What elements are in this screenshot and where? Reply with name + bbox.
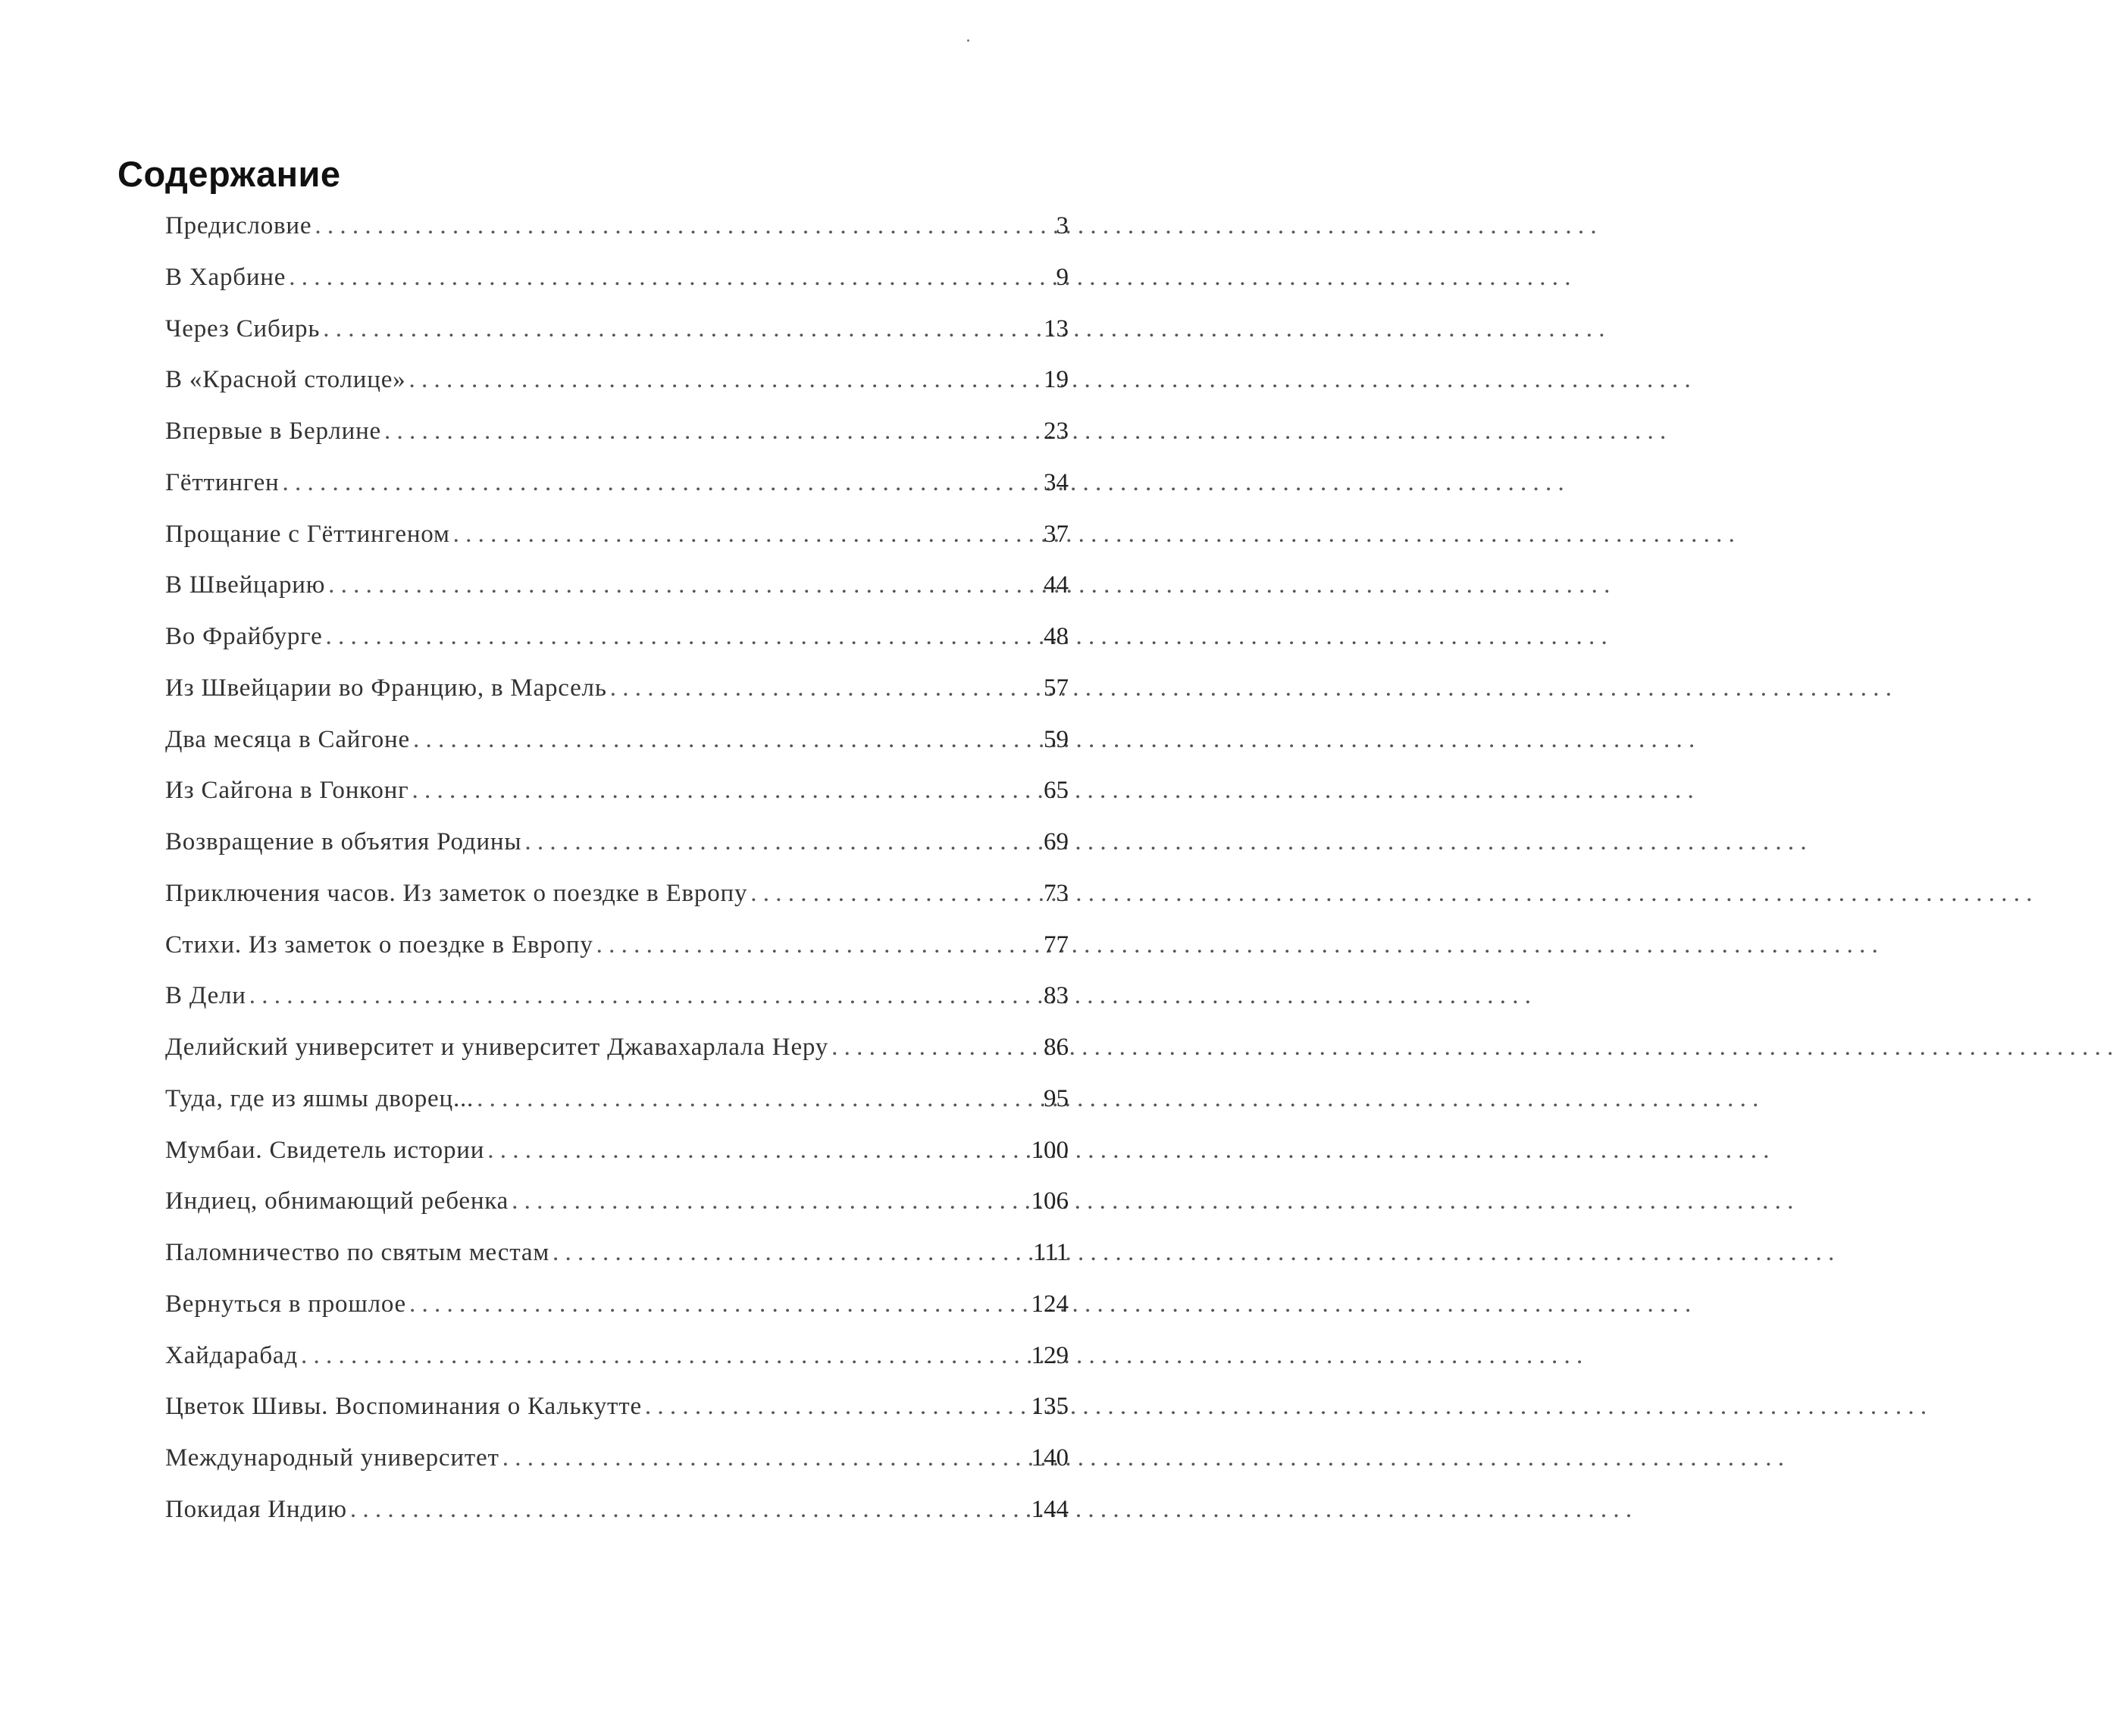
toc-entry-title: Международный университет	[165, 1444, 499, 1472]
toc-entry-title: Впервые в Берлине	[165, 418, 381, 445]
toc-dot-leader	[323, 315, 1039, 343]
toc-dot-leader	[384, 418, 1039, 446]
toc-page-number: 9	[1056, 263, 1069, 291]
toc-page-number: 124	[1031, 1290, 1069, 1318]
toc-page-number: 13	[1044, 314, 1069, 343]
toc-entry	[165, 623, 1069, 674]
toc-page-number: 106	[1031, 1187, 1069, 1215]
toc-page-number: 57	[1044, 674, 1069, 702]
toc-dot-leader	[326, 623, 1039, 651]
toc-entry	[165, 521, 1069, 572]
toc-page-number: 3	[1056, 212, 1069, 239]
toc-entry	[165, 1290, 1069, 1342]
toc-entry-title: Стихи. Из заметок о поездке в Европу	[165, 931, 593, 959]
toc-dot-leader	[283, 469, 1040, 497]
toc-page-number: 111	[1032, 1239, 1069, 1266]
toc-entry-title: Предисловие	[165, 212, 312, 239]
toc-page-number: 19	[1044, 366, 1069, 394]
toc-entry-title: Прощание с Гёттингеном	[165, 520, 450, 548]
toc-entry-title: Туда, где из яшмы дворец...	[165, 1084, 474, 1112]
toc-entry	[165, 1239, 1069, 1290]
toc-entry	[165, 1496, 1069, 1547]
toc-entry	[165, 982, 1069, 1034]
toc-dot-leader	[301, 1342, 1027, 1370]
toc-page-number: 144	[1031, 1495, 1069, 1523]
toc-dot-leader	[409, 1290, 1027, 1318]
toc-entry-title: Паломничество по святым местам	[165, 1239, 550, 1266]
toc-entry-title: Приключения часов. Из заметок о поездке в Европу	[165, 879, 748, 907]
toc-entry	[165, 1034, 1069, 1085]
toc-entry-title: Индиец, обнимающий ребенка	[165, 1187, 509, 1215]
toc-entry-title: Из Сайгона в Гонконг	[165, 777, 409, 805]
toc-dot-leader	[610, 674, 1039, 702]
toc-entry	[165, 1137, 1069, 1188]
table-of-contents	[165, 212, 1069, 1547]
toc-page-number: 73	[1044, 879, 1069, 907]
toc-dot-leader	[453, 521, 1039, 549]
toc-dot-leader	[645, 1393, 1027, 1421]
toc-page-number: 129	[1031, 1341, 1069, 1369]
toc-entry	[165, 1085, 1069, 1137]
toc-entry-title: Из Швейцарии во Францию, в Марсель	[165, 674, 607, 702]
toc-entry-title: Гёттинген	[165, 468, 280, 496]
toc-entry	[165, 315, 1069, 367]
toc-entry	[165, 777, 1069, 828]
toc-page-number: 37	[1044, 520, 1069, 548]
toc-entry-title: Покидая Индию	[165, 1495, 347, 1523]
toc-page-number: 83	[1044, 982, 1069, 1010]
toc-entry	[165, 212, 1069, 264]
toc-dot-leader	[289, 264, 1051, 292]
toc-entry-title: В Харбине	[165, 263, 286, 291]
toc-dot-leader	[328, 571, 1039, 599]
toc-dot-leader	[524, 828, 1039, 856]
toc-entry-title: Два месяца в Сайгоне	[165, 725, 410, 753]
toc-entry-title: Цветок Шивы. Воспоминания о Калькутте	[165, 1393, 642, 1421]
toc-page-number: 23	[1044, 418, 1069, 445]
toc-dot-leader	[477, 1085, 1039, 1113]
toc-dot-leader	[831, 1034, 1039, 1062]
toc-entry	[165, 418, 1069, 469]
toc-entry-title: Делийский университет и университет Джавахарлала Неру	[165, 1034, 829, 1061]
toc-page-number: 77	[1044, 931, 1069, 959]
toc-page-number: 140	[1031, 1444, 1069, 1472]
toc-entry-title: Во Фрайбурге	[165, 623, 323, 650]
toc-entry	[165, 366, 1069, 418]
toc-page-number: 86	[1044, 1034, 1069, 1061]
toc-dot-leader	[596, 931, 1039, 959]
page-title: Содержание	[117, 154, 341, 194]
toc-entry-title: Мумбаи. Свидетель истории	[165, 1136, 485, 1164]
toc-dot-leader	[413, 726, 1039, 754]
toc-entry-title: Через Сибирь	[165, 314, 321, 343]
toc-dot-leader	[412, 777, 1039, 805]
toc-dot-leader	[487, 1137, 1026, 1165]
toc-page-number: 59	[1044, 725, 1069, 753]
toc-entry	[165, 931, 1069, 983]
toc-entry-title: Вернуться в прошлое	[165, 1290, 406, 1318]
toc-dot-leader	[350, 1496, 1027, 1524]
toc-entry-title: В «Красной столице»	[165, 366, 406, 394]
toc-page-number: 95	[1044, 1084, 1069, 1112]
toc-page-number: 65	[1044, 777, 1069, 805]
toc-dot-leader	[750, 880, 1039, 908]
toc-entry	[165, 1393, 1069, 1444]
toc-entry	[165, 571, 1069, 623]
toc-entry	[165, 469, 1069, 521]
scan-speck	[967, 39, 969, 42]
toc-page-number: 34	[1044, 468, 1069, 496]
toc-page-number: 69	[1044, 828, 1069, 855]
toc-entry	[165, 726, 1069, 777]
toc-dot-leader	[553, 1239, 1028, 1267]
toc-entry-title: Возвращение в объятия Родины	[165, 828, 522, 855]
toc-entry	[165, 1444, 1069, 1496]
toc-entry	[165, 880, 1069, 931]
toc-entry	[165, 1342, 1069, 1393]
toc-entry	[165, 828, 1069, 880]
toc-entry-title: В Швейцарию	[165, 571, 326, 599]
toc-dot-leader	[315, 212, 1051, 240]
toc-dot-leader	[409, 366, 1039, 394]
toc-dot-leader	[512, 1187, 1026, 1215]
toc-entry-title: В Дели	[165, 982, 246, 1010]
toc-page-number: 100	[1031, 1136, 1069, 1164]
toc-entry	[165, 674, 1069, 726]
toc-page-number: 135	[1031, 1393, 1069, 1421]
toc-dot-leader	[502, 1444, 1027, 1472]
toc-entry	[165, 1187, 1069, 1239]
toc-entry	[165, 264, 1069, 315]
toc-page-number: 48	[1044, 623, 1069, 650]
toc-page-number: 44	[1044, 571, 1069, 599]
toc-entry-title: Хайдарабад	[165, 1341, 298, 1369]
toc-dot-leader	[249, 982, 1039, 1010]
